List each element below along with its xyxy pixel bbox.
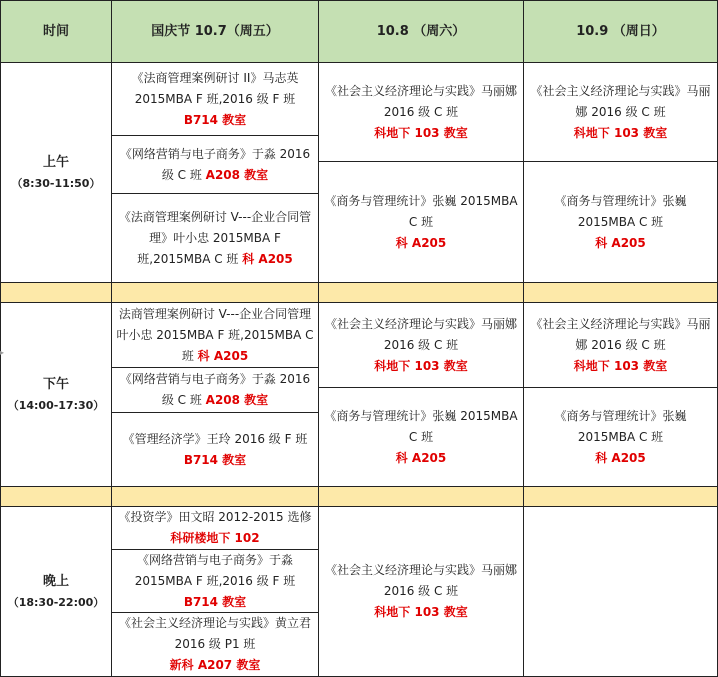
course-text: 《管理经济学》王玲 2016 级 F 班	[122, 431, 308, 446]
separator-row	[112, 487, 319, 507]
course-text: 《社会主义经济理论与实践》马丽娜 2016 级 C 班	[324, 316, 517, 352]
course-text-wrap	[323, 314, 519, 356]
row-marker-icon: ▸	[0, 348, 5, 357]
course-cell	[319, 303, 524, 388]
course-cell	[112, 368, 319, 413]
course-cell	[112, 63, 319, 136]
course-cell	[319, 507, 524, 677]
course-text-wrap	[116, 68, 314, 131]
course-text: 《商务与管理统计》张巍 2015MBA C 班	[554, 408, 687, 444]
separator-row	[319, 487, 524, 507]
course-room: 科 A205	[595, 450, 646, 465]
course-cell	[112, 303, 319, 368]
course-text-wrap	[323, 406, 519, 448]
course-cell	[524, 63, 718, 162]
separator-row	[1, 283, 112, 303]
course-cell	[319, 162, 524, 283]
period-range: （18:30-22:00）	[7, 595, 105, 609]
course-text-wrap	[116, 550, 314, 592]
header-time	[1, 1, 112, 63]
course-room: 科地下 103 教室	[374, 125, 468, 140]
header-time-label: 时间	[42, 24, 69, 39]
course-text: 《社会主义经济理论与实践》马丽娜 2016 级 C 班	[530, 316, 711, 352]
course-text: 《法商管理案例研讨 V---企业合同管理》叶小忠 2015MBA F 班,2015MBA C 班	[118, 209, 312, 266]
period-range: （14:00-17:30）	[7, 398, 105, 412]
period-name: 晚上	[42, 573, 69, 589]
header-day1-label: 国庆节 10.7（周五）	[151, 24, 279, 39]
course-text-wrap	[116, 369, 314, 411]
course-room: A208 教室	[205, 393, 269, 407]
course-text-wrap	[116, 304, 314, 367]
course-cell	[112, 413, 319, 487]
course-text-wrap	[118, 507, 311, 528]
course-text-wrap	[528, 81, 713, 123]
course-cell	[524, 162, 718, 283]
separator-row	[1, 487, 112, 507]
course-cell	[112, 507, 319, 550]
course-room: 科地下 103 教室	[573, 125, 668, 140]
course-text: 《法商管理案例研讨 II》马志英 2015MBA F 班,2016 级 F 班	[131, 70, 299, 106]
course-cell	[319, 388, 524, 487]
course-cell	[319, 63, 524, 162]
course-room: 科 A205	[395, 450, 447, 465]
separator-row	[112, 283, 319, 303]
course-room: 科地下 103 教室	[573, 358, 668, 373]
header-day2-label: 10.8 （周六）	[376, 24, 466, 39]
separator-row	[524, 487, 718, 507]
course-text-wrap	[528, 406, 713, 448]
course-cell	[524, 303, 718, 388]
course-text: 《网络营销与电子商务》于淼 2015MBA F 班,2016 级 F 班	[134, 552, 296, 588]
course-text-wrap	[528, 314, 713, 356]
course-text: 《网络营销与电子商务》于淼 2016 级 C 班	[119, 372, 311, 407]
course-room: 科地下 103 教室	[374, 358, 468, 373]
course-cell	[112, 136, 319, 194]
course-room: 科 A205	[595, 235, 646, 250]
course-text: 《网络营销与电子商务》于淼 2016 级 C 班	[119, 146, 311, 182]
course-text: 法商管理案例研讨 V---企业合同管理 叶小忠 2015MBA F 班,2015MBA C 班	[116, 306, 314, 363]
period-name: 上午	[42, 154, 69, 170]
course-text: 《商务与管理统计》张巍 2015MBA C 班	[554, 193, 687, 229]
course-text: 《社会主义经济理论与实践》马丽娜 2016 级 C 班	[324, 83, 517, 119]
course-room: 科 A205	[242, 251, 293, 266]
course-text-wrap	[528, 191, 713, 233]
empty-cell	[524, 507, 718, 677]
course-text-wrap	[116, 613, 314, 655]
separator-row	[319, 283, 524, 303]
course-text-wrap	[116, 207, 314, 270]
header-day3	[524, 1, 718, 63]
period-evening	[1, 507, 112, 677]
course-room: 科研楼地下 102	[170, 531, 260, 545]
period-morning	[1, 63, 112, 283]
course-text: 《投资学》田文昭 2012-2015 选修	[118, 510, 312, 524]
period-afternoon	[1, 303, 112, 487]
course-text: 《社会主义经济理论与实践》黄立君 2016 级 P1 班	[118, 616, 311, 651]
course-text-wrap	[123, 429, 308, 450]
course-text-wrap	[323, 81, 519, 123]
course-text: 《商务与管理统计》张巍 2015MBA C 班	[324, 408, 518, 444]
course-cell	[112, 550, 319, 613]
separator-row	[524, 283, 718, 303]
course-room: 新科 A207 教室	[169, 658, 261, 672]
course-text: 《社会主义经济理论与实践》马丽娜 2016 级 C 班	[530, 83, 711, 119]
course-cell	[112, 613, 319, 677]
course-room: 科 A205	[395, 235, 447, 250]
course-text: 《社会主义经济理论与实践》马丽娜 2016 级 C 班	[324, 563, 517, 598]
course-room: B714 教室	[183, 594, 247, 609]
course-text: 《商务与管理统计》张巍 2015MBA C 班	[324, 193, 518, 229]
course-text-wrap	[116, 144, 314, 186]
course-room: B714 教室	[183, 112, 247, 127]
header-day2	[319, 1, 524, 63]
course-text-wrap	[323, 191, 519, 233]
course-cell	[112, 194, 319, 283]
period-name: 下午	[42, 376, 69, 392]
course-room: 科 A205	[197, 348, 249, 363]
course-room: 科地下 103 教室	[374, 605, 468, 619]
course-room: B714 教室	[183, 452, 247, 467]
header-day1	[112, 1, 319, 63]
period-range: （8:30-11:50）	[11, 176, 101, 190]
course-text-wrap	[323, 560, 519, 602]
course-cell	[524, 388, 718, 487]
header-day3-label: 10.9 （周日）	[576, 24, 665, 39]
course-room: A208 教室	[205, 167, 269, 182]
